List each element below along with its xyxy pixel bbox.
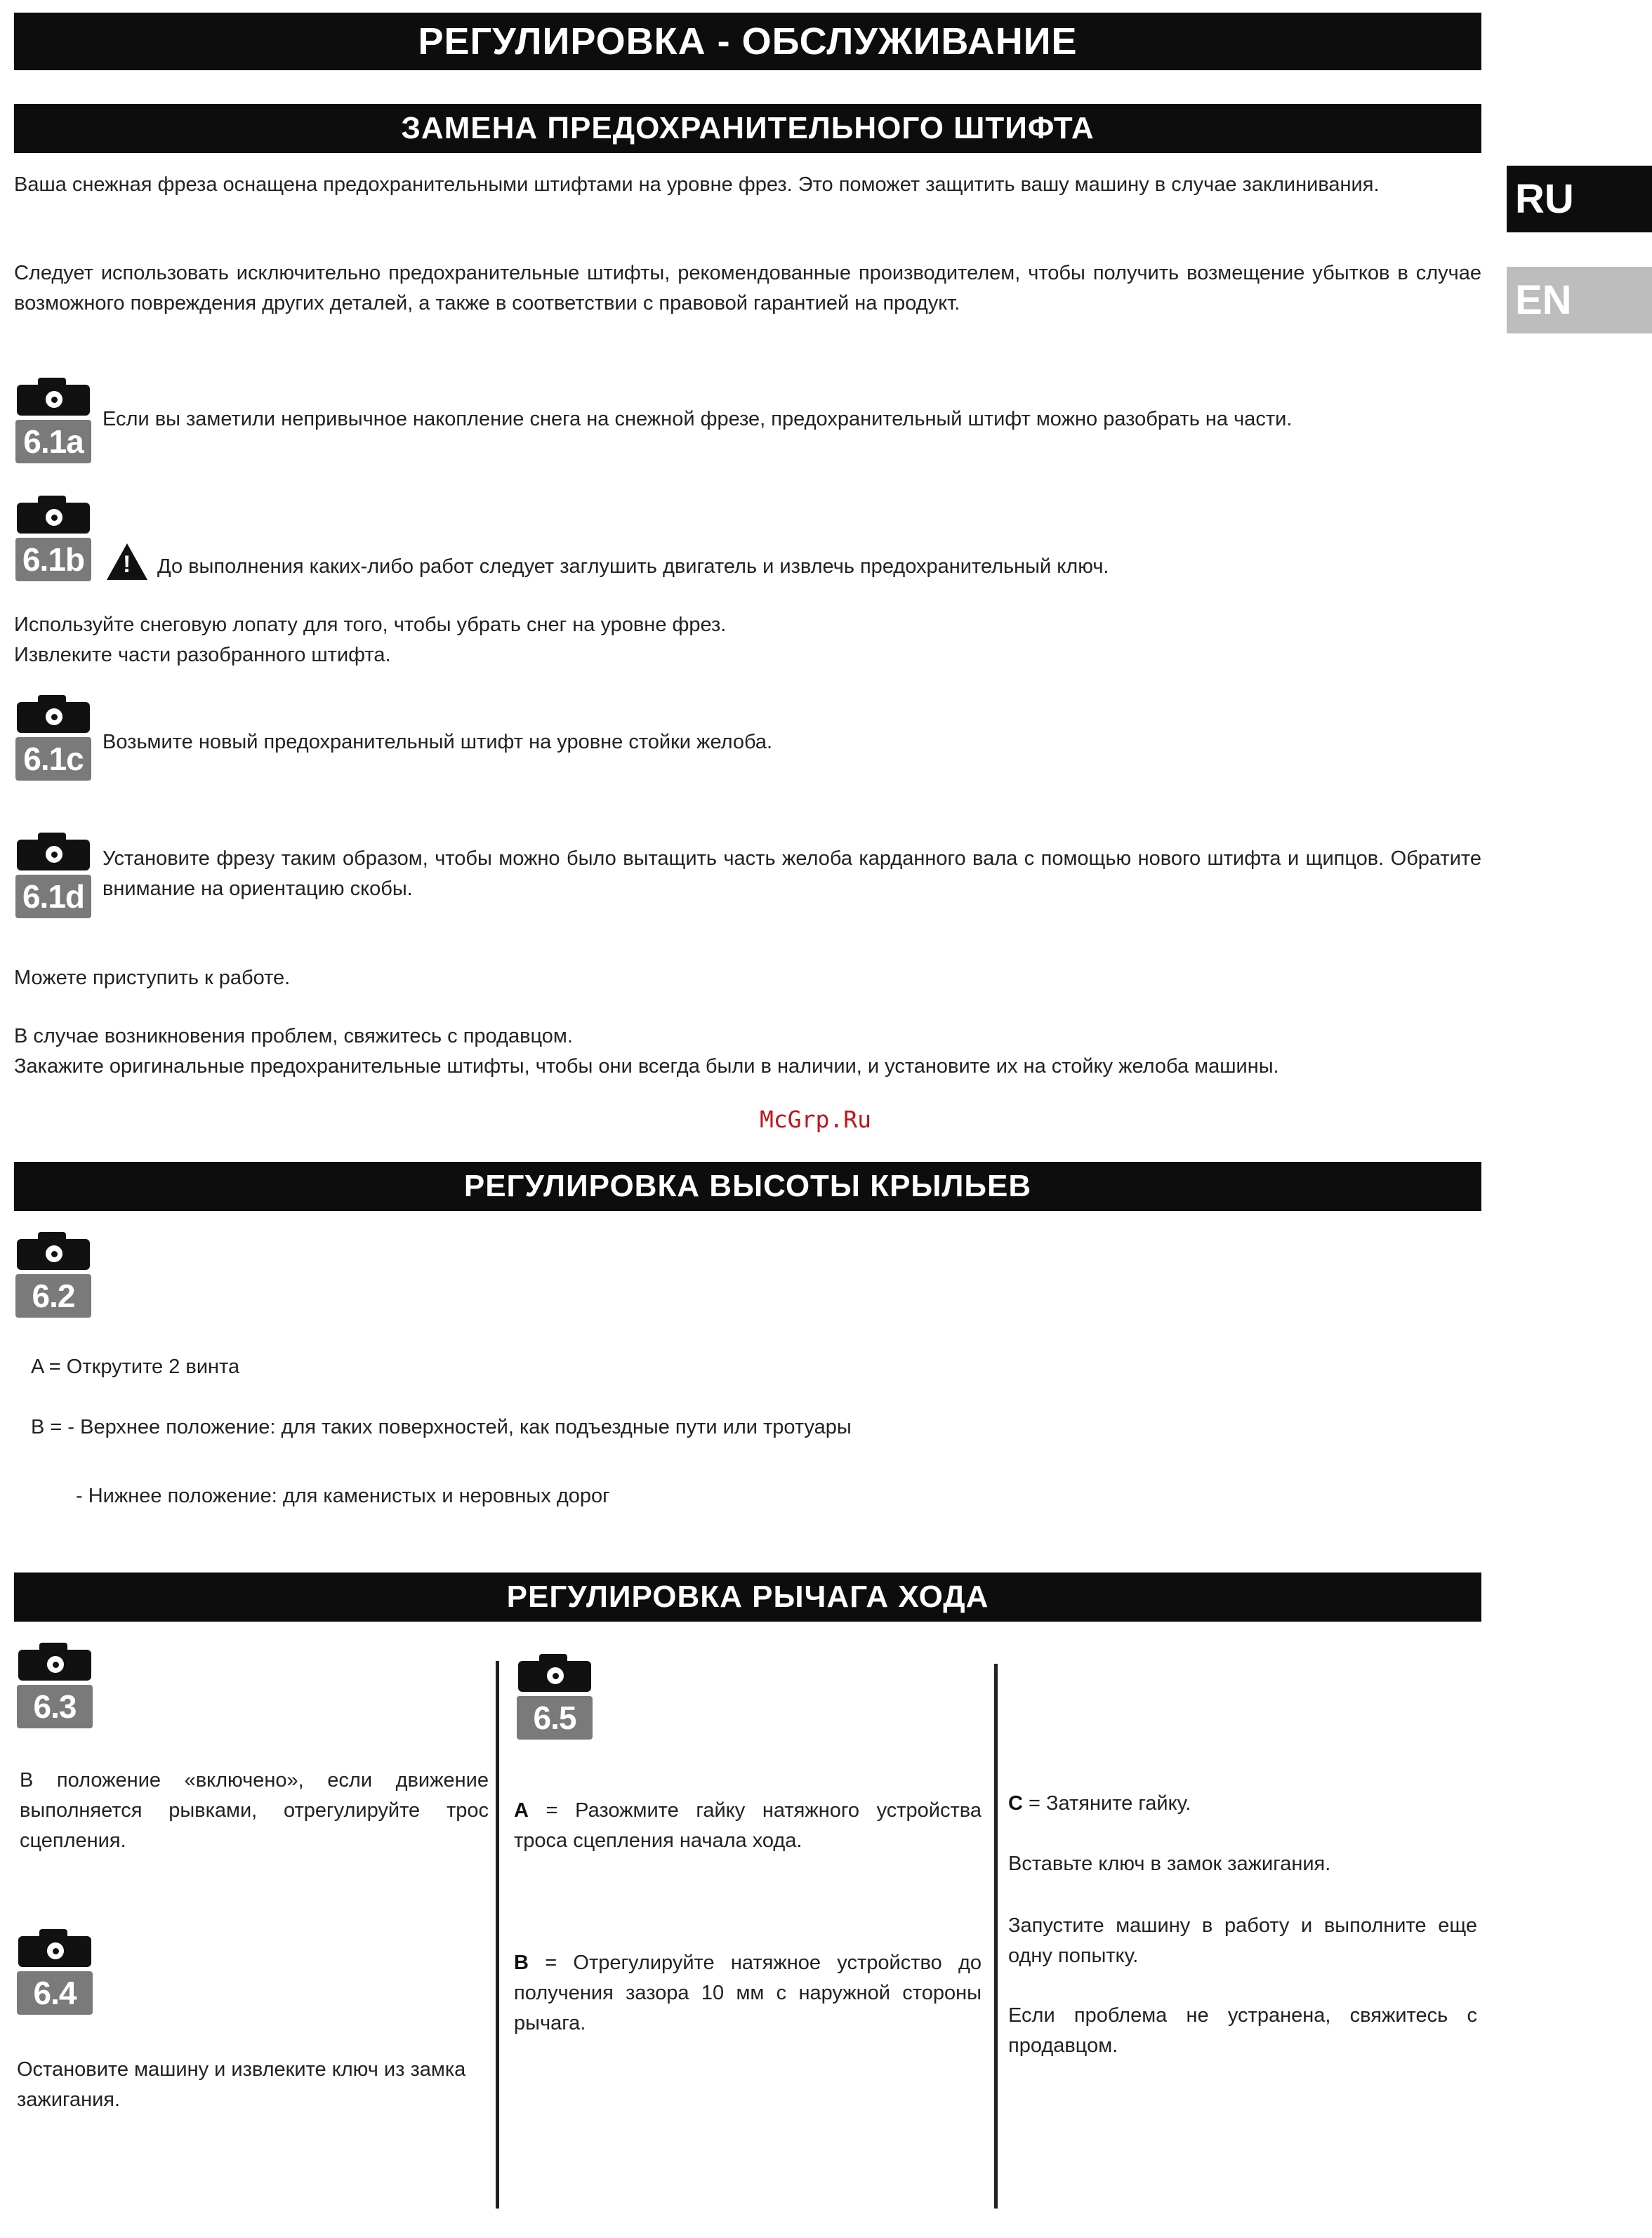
paragraph: Закажите оригинальные предохранительные штифты, чтобы они всегда были в наличии, и установите их на стойку желоба машины. (14, 1055, 1279, 1078)
instruction-b (514, 1948, 982, 2039)
instruction-a (514, 1796, 982, 1856)
camera-icon (17, 496, 90, 534)
camera-icon (18, 1929, 91, 1967)
instruction-text: = Затяните гайку. (1022, 1792, 1191, 1815)
step-badge-6-3 (17, 1643, 93, 1728)
camera-icon (518, 1654, 591, 1692)
camera-icon (18, 1643, 91, 1681)
column-divider (994, 1664, 998, 2209)
instruction-text: = Разожмите гайку натяжного устройства троса сцепления начала хода. (514, 1799, 982, 1852)
step-number: 6.4 (17, 1971, 93, 2015)
section-pin-replacement-header (14, 104, 1481, 153)
column-divider (496, 1661, 499, 2209)
step-text: До выполнения каких-либо работ следует заглушить двигатель и извлечь предохранительный ключ. (157, 555, 1109, 578)
step-badge-6-1a (15, 378, 91, 463)
main-header-title: РЕГУЛИРОВКА - ОБСЛУЖИВАНИЕ (418, 20, 1078, 62)
step-badge-6-4 (17, 1929, 93, 2015)
paragraph: Если проблема не устранена, свяжитесь с продавцом. (1008, 2004, 1477, 2057)
paragraph: Вставьте ключ в замок зажигания. (1008, 1853, 1331, 1875)
instruction-key: B (514, 1952, 529, 1974)
step-number: 6.2 (15, 1274, 91, 1318)
section-title: РЕГУЛИРОВКА РЫЧАГА ХОДА (506, 1580, 989, 1614)
step-badge-6-5 (517, 1654, 593, 1740)
instruction-key: C (1008, 1792, 1023, 1815)
paragraph-line: Извлеките части разобранного штифта. (14, 644, 391, 666)
warning-icon (107, 543, 147, 580)
instruction-b-bottom: - Нижнее положение: для каменистых и неровных дорог (76, 1485, 610, 1507)
instruction-b-top: B = - Верхнее положение: для таких поверхностей, как подъездные пути или тротуары (31, 1416, 852, 1438)
step-number: 6.3 (17, 1685, 93, 1728)
step-text: Возьмите новый предохранительный штифт на уровне стойки желоба. (103, 731, 773, 753)
lang-tab-en[interactable] (1507, 267, 1652, 333)
lang-tab-en-label: EN (1515, 277, 1572, 323)
step-text: Остановите машину и извлеките ключ из замка зажигания. (17, 2058, 466, 2111)
step-badge-6-2 (15, 1232, 91, 1318)
paragraph-line: В случае возникновения проблем, свяжитесь с продавцом. (14, 1025, 573, 1047)
step-badge-6-1c (15, 695, 91, 781)
section-wing-height-header (14, 1162, 1481, 1211)
paragraph: Ваша снежная фреза оснащена предохранительными штифтами на уровне фрез. Это поможет защитить вашу машину в случае заклинивания. (14, 173, 1380, 196)
step-badge-6-1d (15, 833, 91, 918)
step-badge-6-1b (15, 496, 91, 581)
step-number: 6.1b (15, 538, 91, 581)
instruction-c (1008, 1789, 1477, 1819)
section-drive-lever-header (14, 1572, 1481, 1622)
camera-icon (17, 1232, 90, 1270)
watermark: McGrp.Ru (760, 1106, 871, 1133)
camera-icon (17, 695, 90, 733)
camera-icon (17, 833, 90, 870)
section-title: ЗАМЕНА ПРЕДОХРАНИТЕЛЬНОГО ШТИФТА (401, 111, 1095, 145)
section-title: РЕГУЛИРОВКА ВЫСОТЫ КРЫЛЬЕВ (463, 1169, 1032, 1203)
step-text: Если вы заметили непривычное накопление снега на снежной фрезе, предохранительный штифт можно разобрать на части. (103, 408, 1293, 430)
step-number: 6.1d (15, 875, 91, 918)
paragraph: Можете приступить к работе. (14, 967, 291, 989)
lang-tab-ru[interactable] (1507, 166, 1652, 232)
paragraph-line: Используйте снеговую лопату для того, чтобы убрать снег на уровне фрез. (14, 614, 727, 636)
step-number: 6.1a (15, 420, 91, 463)
instruction-a: A = Открутите 2 винта (31, 1356, 240, 1378)
instruction-text: = Отрегулируйте натяжное устройство до получения зазора 10 мм с наружной стороны рычага. (514, 1952, 982, 2034)
lang-tab-ru-label: RU (1515, 176, 1574, 222)
step-text: Установите фрезу таким образом, чтобы можно было вытащить часть желоба карданного вала с помощью нового штифта и щипцов. Обратите внимание на ориентацию скобы. (103, 847, 1481, 900)
instruction-key: A (514, 1799, 529, 1822)
step-number: 6.1c (15, 737, 91, 781)
paragraph: Следует использовать исключительно предохранительные штифты, рекомендованные производителем, чтобы получить возмещение убытков в случае возможного повреждения других деталей, а также в соответствии с правовой гарантией на продукт. (14, 262, 1481, 314)
paragraph: Запустите машину в работу и выполните еще одну попытку. (1008, 1914, 1477, 1967)
step-text: В положение «включено», если движение выполняется рывками, отрегулируйте трос сцепления. (20, 1769, 489, 1852)
camera-icon (17, 378, 90, 416)
step-number: 6.5 (517, 1696, 593, 1740)
main-header (14, 13, 1481, 70)
